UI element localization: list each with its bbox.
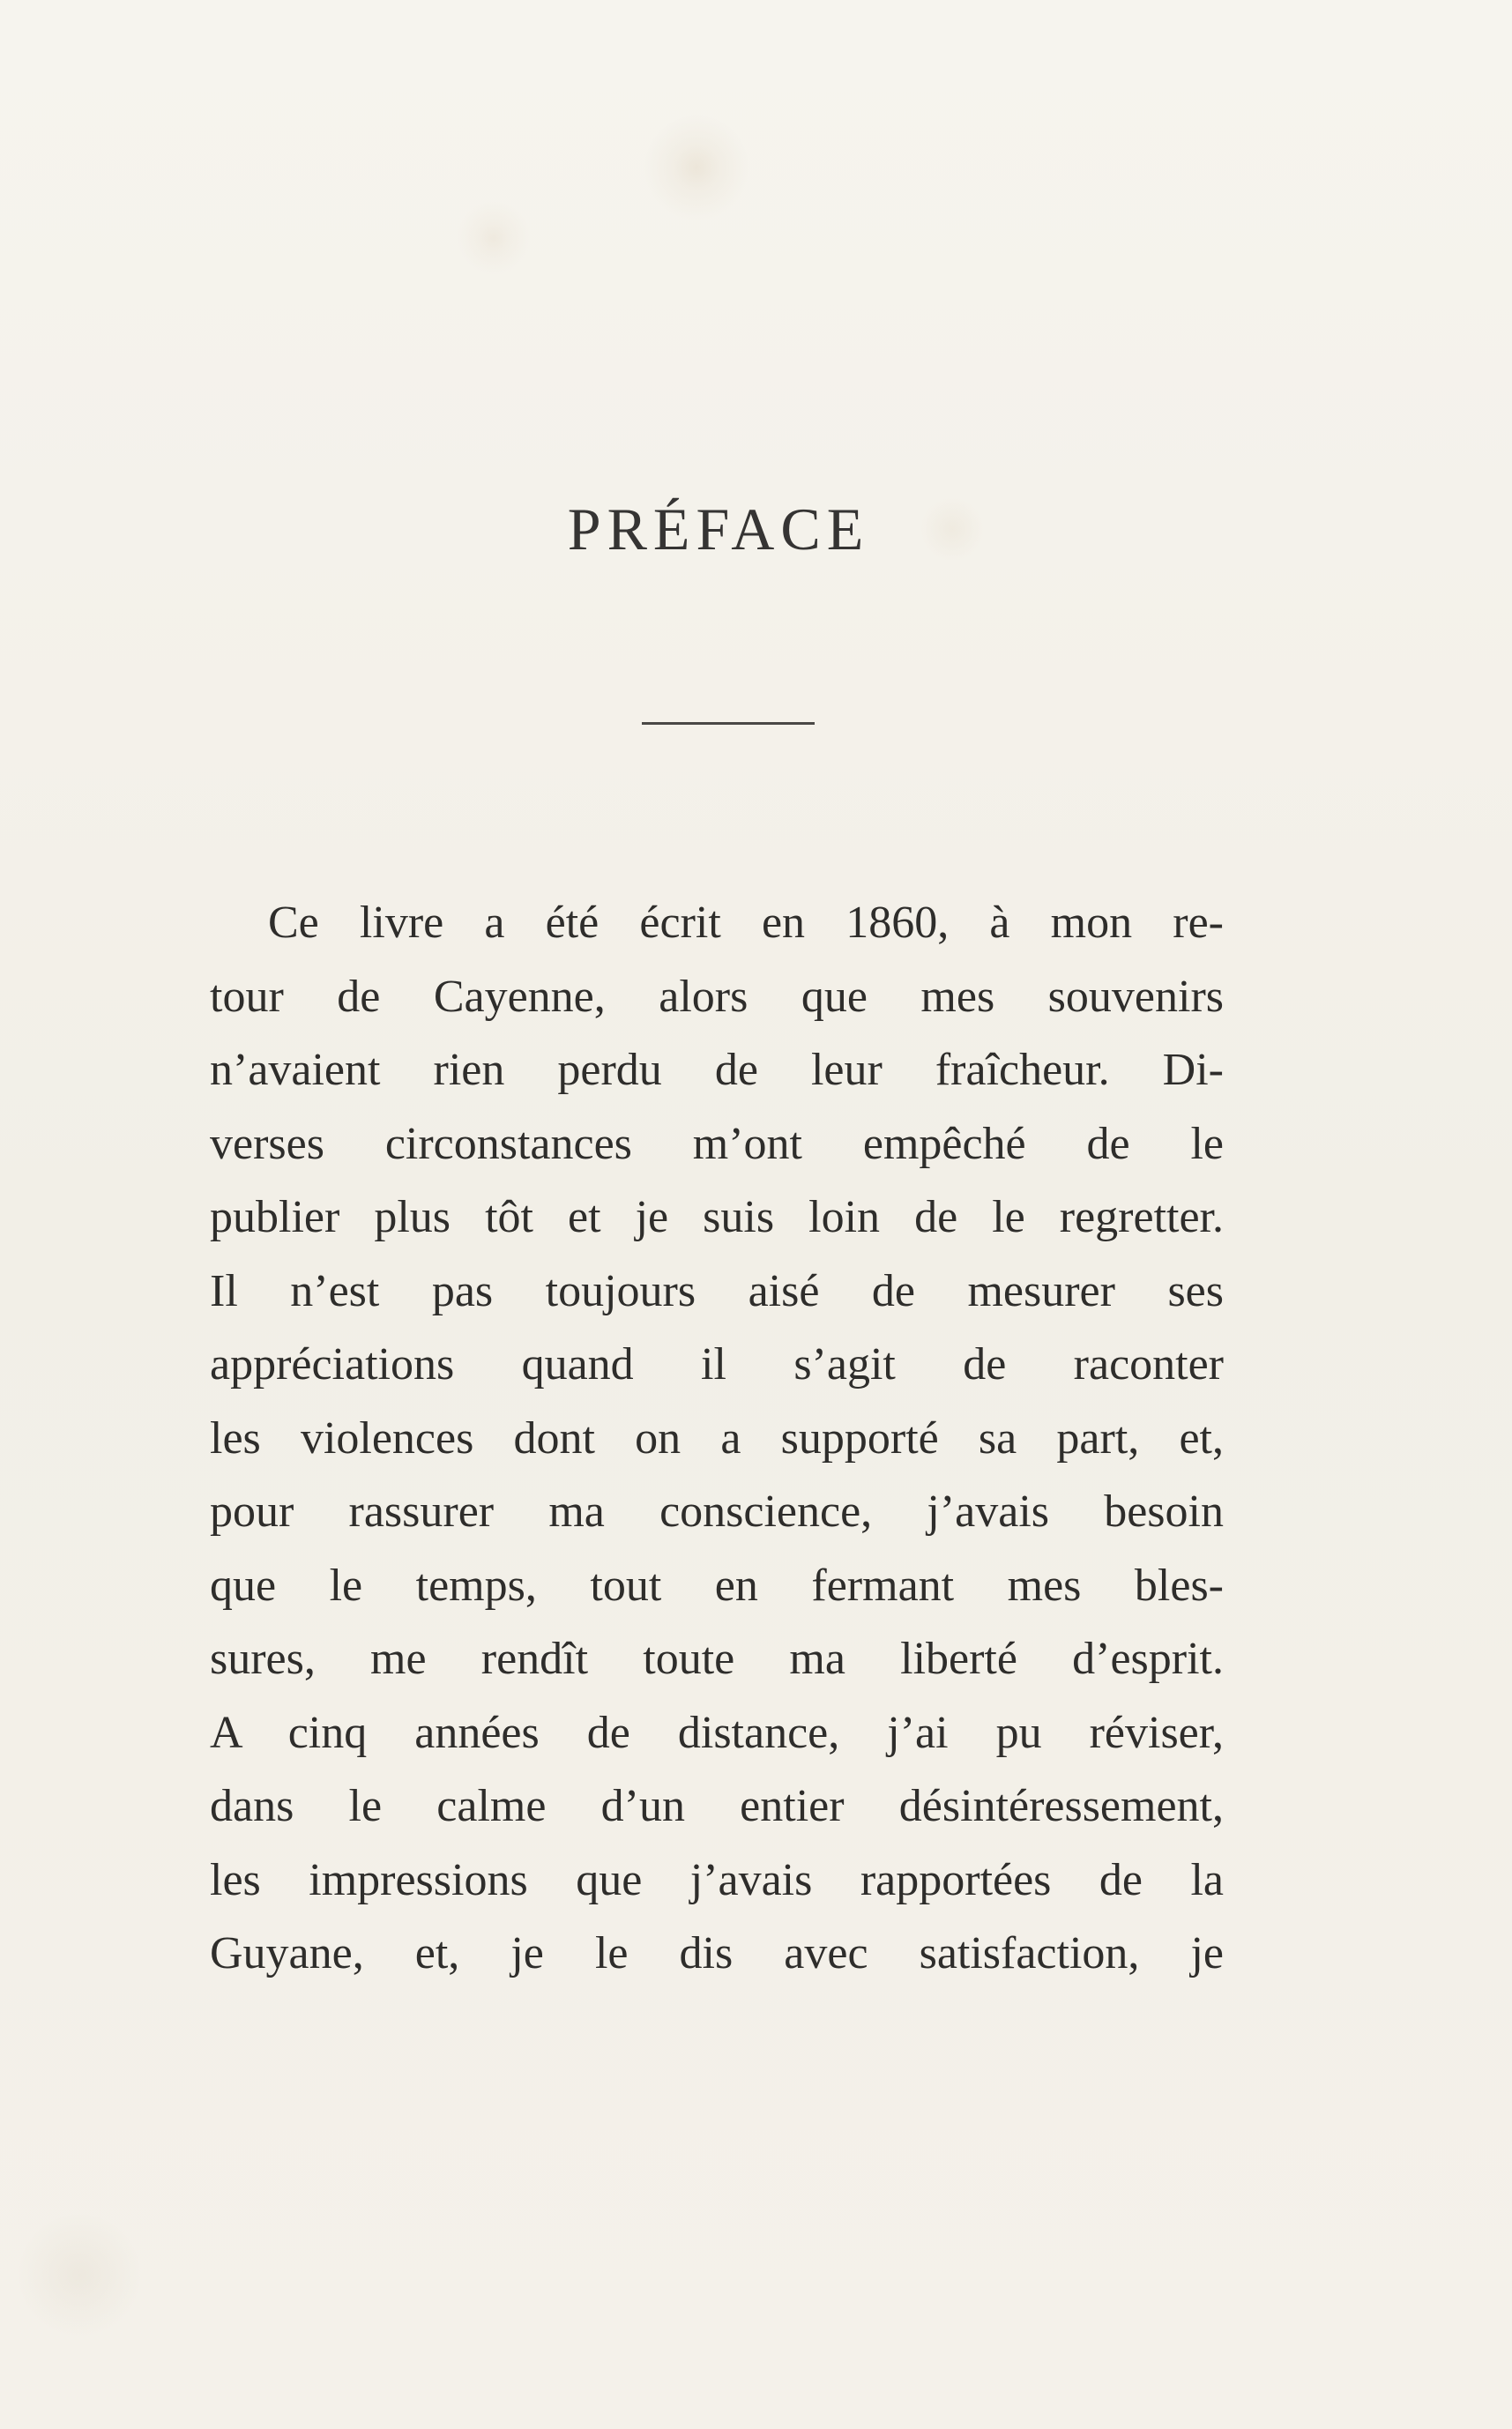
preface-paragraph [210, 886, 1224, 1991]
text-line: n’avaient rien perdu de leur fraîcheur. Di- [210, 1045, 1224, 1095]
text-line: verses circonstances m’ont empêché de le [210, 1118, 1224, 1169]
preface-title: PRÉFACE [567, 495, 870, 563]
text-line: appréciations quand il s’agit de raconter [210, 1339, 1224, 1390]
title-divider [642, 722, 815, 725]
text-line: publier plus tôt et je suis loin de le regretter. [210, 1192, 1224, 1242]
text-line: sures, me rendît toute ma liberté d’esprit. [210, 1634, 1224, 1684]
text-line: dans le calme d’un entier désintéressement, [210, 1781, 1224, 1831]
text-line: les violences dont on a supporté sa part, et, [210, 1412, 1224, 1464]
text-line: A cinq années de distance, j’ai pu réviser, [210, 1707, 1224, 1758]
text-line: les impressions que j’avais rapportées de la [210, 1854, 1224, 1905]
text-line: Guyane, et, je le dis avec satisfaction, je [210, 1928, 1224, 1978]
text-line: tour de Cayenne, alors que mes souvenirs [210, 971, 1224, 1022]
text-line: que le temps, tout en fermant mes bles- [210, 1560, 1224, 1611]
text-line: Ce livre a été écrit en 1860, à mon re- [268, 898, 1224, 948]
text-line: pour rassurer ma conscience, j’avais besoin [210, 1486, 1224, 1537]
text-line: Il n’est pas toujours aisé de mesurer ses [210, 1265, 1224, 1316]
